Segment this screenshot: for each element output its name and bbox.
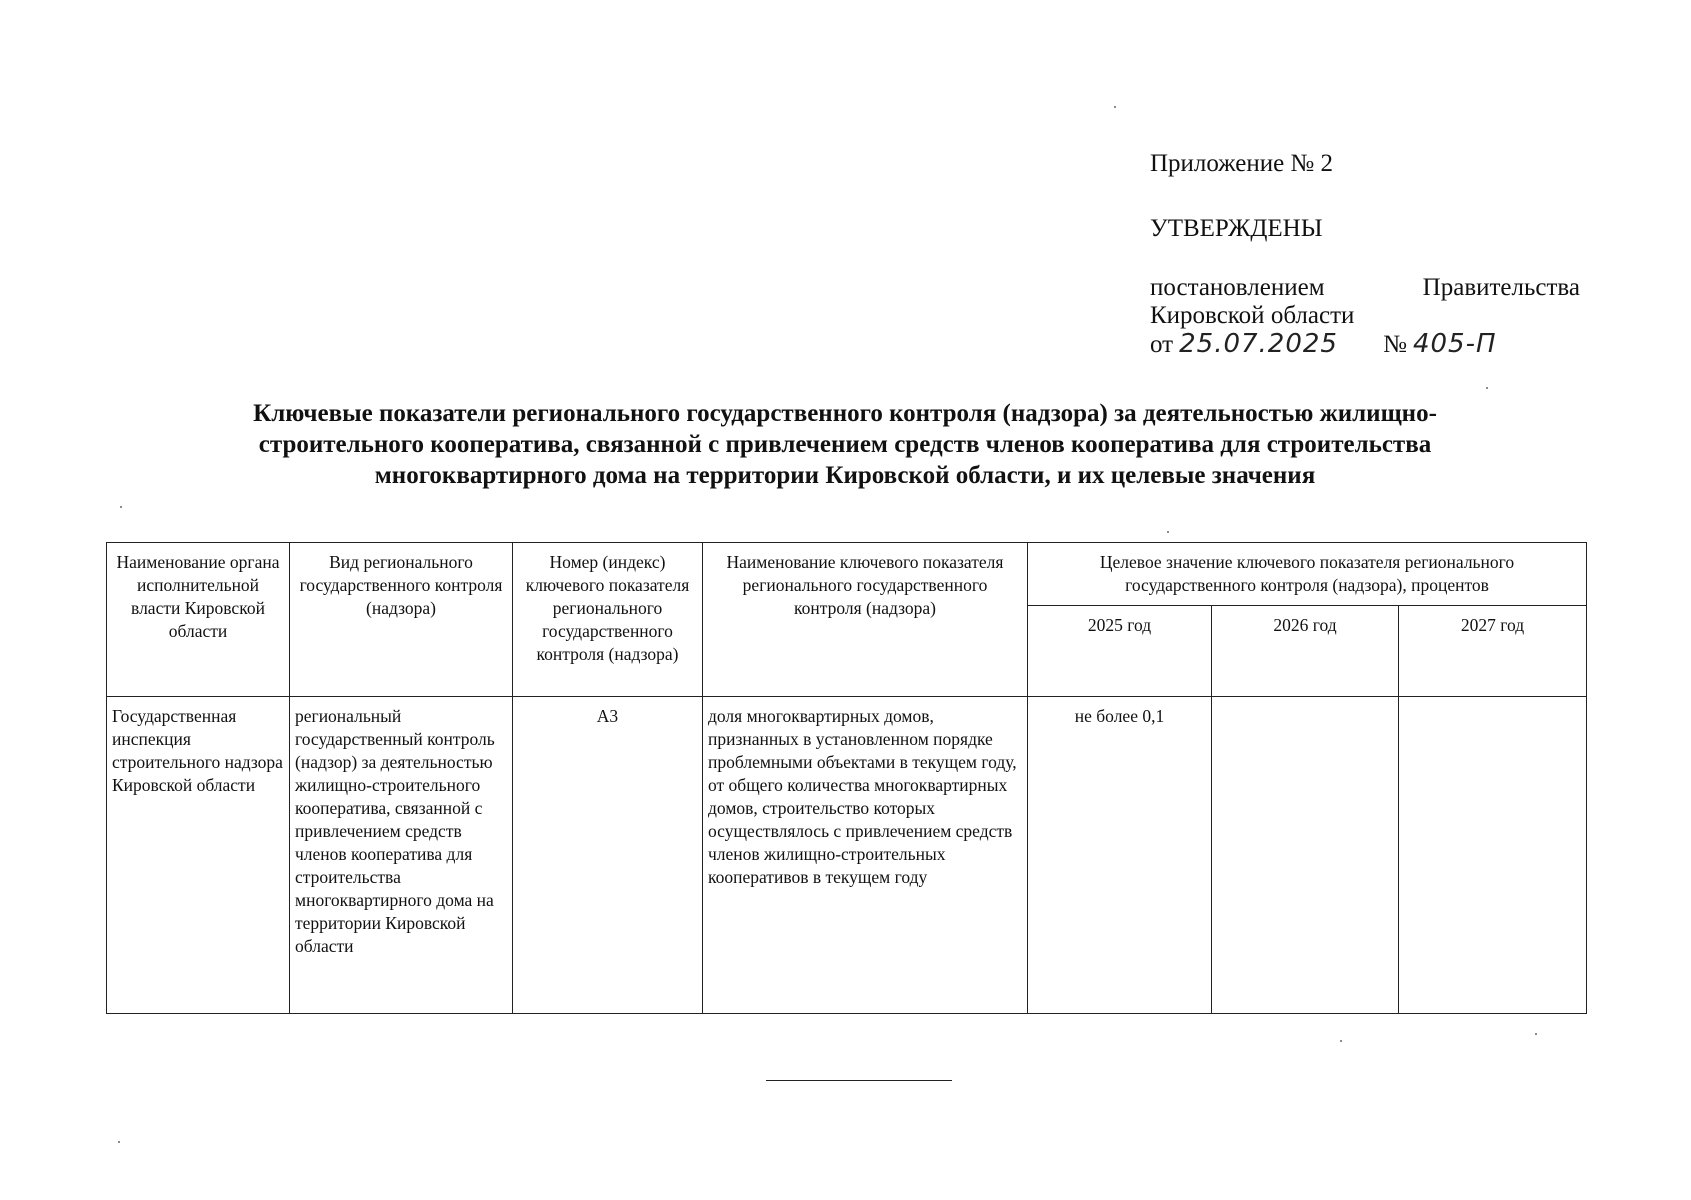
header-authority: Наименование органа исполнительной власти Кировской области <box>107 543 290 697</box>
footer-rule <box>766 1080 952 1081</box>
handwritten-date: 25.07.2025 <box>1179 329 1338 359</box>
appendix-label: Приложение № 2 <box>1150 150 1334 177</box>
header-target-group: Целевое значение ключевого показателя регионального государственного контроля (надзора), процентов <box>1028 543 1587 606</box>
cell-authority: Государственная инспекция строительного надзора Кировской области <box>107 697 290 1014</box>
resolution-word: постановлением <box>1150 274 1325 301</box>
scan-speck <box>120 506 122 508</box>
header-year-2027: 2027 год <box>1399 606 1587 697</box>
cell-control-type: региональный государственный контроль (надзор) за деятельностью жилищно-строительного кооператива, связанной с привлечением средств членов кооператива для строительства многоквартирного дома на территории Кировской области <box>290 697 513 1014</box>
number-prefix: № <box>1383 331 1407 358</box>
header-indicator-name: Наименование ключевого показателя регионального государственного контроля (надзора) <box>703 543 1028 697</box>
scan-speck <box>118 1141 120 1143</box>
handwritten-number: 405-П <box>1412 329 1497 359</box>
header-year-2025: 2025 год <box>1028 606 1212 697</box>
scan-speck <box>1486 387 1488 389</box>
header-control-type: Вид регионального государственного контроля (надзора) <box>290 543 513 697</box>
cell-value-2027 <box>1399 697 1587 1014</box>
scan-speck <box>1535 1033 1537 1035</box>
scan-speck <box>1167 531 1169 533</box>
document-title <box>120 398 1570 491</box>
title-line-2: строительного кооператива, связанной с привлечением средств членов кооператива для строительства <box>258 431 1432 458</box>
header-index: Номер (индекс) ключевого показателя регионального государственного контроля (надзора) <box>513 543 703 697</box>
approved-label: УТВЕРЖДЕНЫ <box>1150 215 1323 242</box>
title-line-1: Ключевые показатели регионального государственного контроля (надзора) за деятельностью жилищно- <box>253 400 1437 427</box>
cell-value-2026 <box>1212 697 1399 1014</box>
resolution-line <box>1150 274 1580 302</box>
cell-indicator-name: доля многоквартирных домов, признанных в установленном порядке проблемными объектами в текущем году, от общего количества многоквартирных домов, строительство которых осуществлялось с привлечением средств членов жилищно-строительных кооперативов в текущем году <box>703 697 1028 1014</box>
date-number-line <box>1150 330 1580 359</box>
approval-block <box>1150 150 1580 359</box>
date-prefix: от <box>1150 331 1174 358</box>
table-row <box>107 697 1587 1014</box>
title-line-3: многоквартирного дома на территории Кировской области, и их целевые значения <box>374 462 1316 489</box>
header-row <box>107 543 1587 606</box>
scan-speck <box>1114 106 1116 108</box>
cell-index: А3 <box>513 697 703 1014</box>
cell-value-2025: не более 0,1 <box>1028 697 1212 1014</box>
government-word: Правительства <box>1422 274 1580 301</box>
region-line: Кировской области <box>1150 302 1355 329</box>
indicators-table <box>106 542 1587 1014</box>
header-year-2026: 2026 год <box>1212 606 1399 697</box>
scan-speck <box>1340 1040 1342 1042</box>
